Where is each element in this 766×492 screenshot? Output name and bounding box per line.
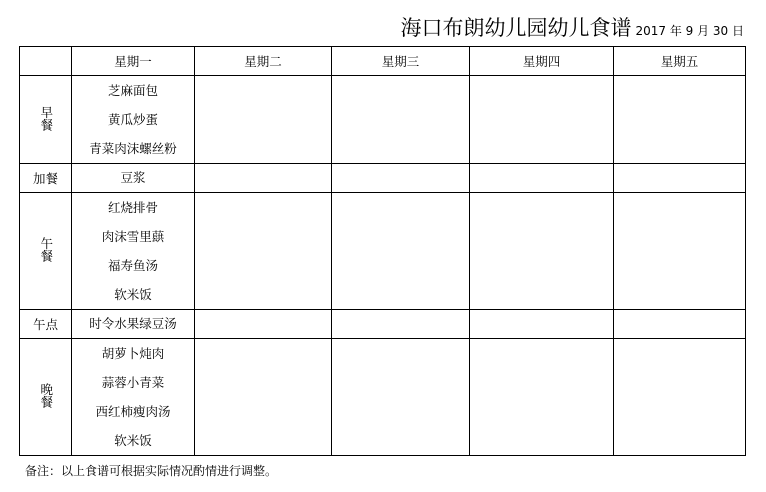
corner-cell: [20, 47, 72, 76]
dish-item: 豆浆: [120, 170, 146, 185]
meal-label-dinner: 晚餐: [38, 383, 54, 408]
lunch-row: [20, 193, 746, 310]
empty-cell: [470, 310, 614, 339]
empty-cell: [332, 193, 470, 310]
monday-afternoon-snack-cell: [72, 310, 195, 339]
empty-cell: [614, 76, 746, 164]
snack-row: [20, 164, 746, 193]
day-header-wednesday: 星期三: [332, 47, 470, 76]
menu-date: 2017 年 9 月 30 日: [635, 24, 744, 38]
dish-item: 肉沫雪里蕻: [101, 229, 165, 244]
meal-label-snack: 加餐: [32, 171, 58, 186]
empty-cell: [195, 310, 332, 339]
monday-snack-cell: [72, 164, 195, 193]
meal-label-cell: [20, 339, 72, 456]
empty-cell: [195, 339, 332, 456]
dish-item: 福寿鱼汤: [107, 258, 158, 273]
dish-item: 青菜肉沫螺丝粉: [89, 141, 177, 156]
dish-item: 黄瓜炒蛋: [107, 112, 158, 127]
meal-label-cell: [20, 76, 72, 164]
empty-cell: [470, 76, 614, 164]
monday-breakfast-cell: [72, 76, 195, 164]
day-header-friday: 星期五: [614, 47, 746, 76]
meal-label-cell: [20, 193, 72, 310]
dinner-row: [20, 339, 746, 456]
empty-cell: [614, 339, 746, 456]
meal-label-afternoon-snack: 午点: [32, 317, 58, 332]
weekly-menu-table: [19, 46, 746, 456]
empty-cell: [195, 164, 332, 193]
page-title-line: [400, 18, 744, 39]
day-header-thursday: 星期四: [470, 47, 614, 76]
meal-label-lunch: 午餐: [38, 237, 54, 262]
meal-label-cell: [20, 310, 72, 339]
dish-item: 时令水果绿豆汤: [89, 316, 177, 331]
empty-cell: [332, 339, 470, 456]
breakfast-row: [20, 76, 746, 164]
empty-cell: [614, 193, 746, 310]
empty-cell: [614, 310, 746, 339]
empty-cell: [470, 193, 614, 310]
page-title: 海口布朗幼儿园幼儿食谱: [400, 16, 632, 40]
dish-item: 软米饭: [114, 433, 152, 448]
empty-cell: [470, 339, 614, 456]
monday-lunch-cell: [72, 193, 195, 310]
empty-cell: [332, 164, 470, 193]
dish-item: 芝麻面包: [107, 83, 158, 98]
dish-item: 红烧排骨: [107, 200, 158, 215]
empty-cell: [195, 193, 332, 310]
afternoon-snack-row: [20, 310, 746, 339]
dish-item: 胡萝卜炖肉: [101, 346, 165, 361]
monday-dinner-cell: [72, 339, 195, 456]
empty-cell: [332, 76, 470, 164]
dish-item: 软米饭: [114, 287, 152, 302]
day-header-monday: 星期一: [72, 47, 195, 76]
empty-cell: [195, 76, 332, 164]
empty-cell: [470, 164, 614, 193]
day-header-tuesday: 星期二: [195, 47, 332, 76]
meal-label-cell: [20, 164, 72, 193]
empty-cell: [332, 310, 470, 339]
dish-item: 西红柿瘦肉汤: [95, 404, 171, 419]
footer-note: 备注：以上食谱可根据实际情况酌情进行调整。: [25, 464, 278, 478]
empty-cell: [614, 164, 746, 193]
meal-label-breakfast: 早餐: [38, 105, 54, 131]
dish-item: 蒜蓉小青菜: [101, 375, 165, 390]
header-row: [20, 47, 746, 76]
